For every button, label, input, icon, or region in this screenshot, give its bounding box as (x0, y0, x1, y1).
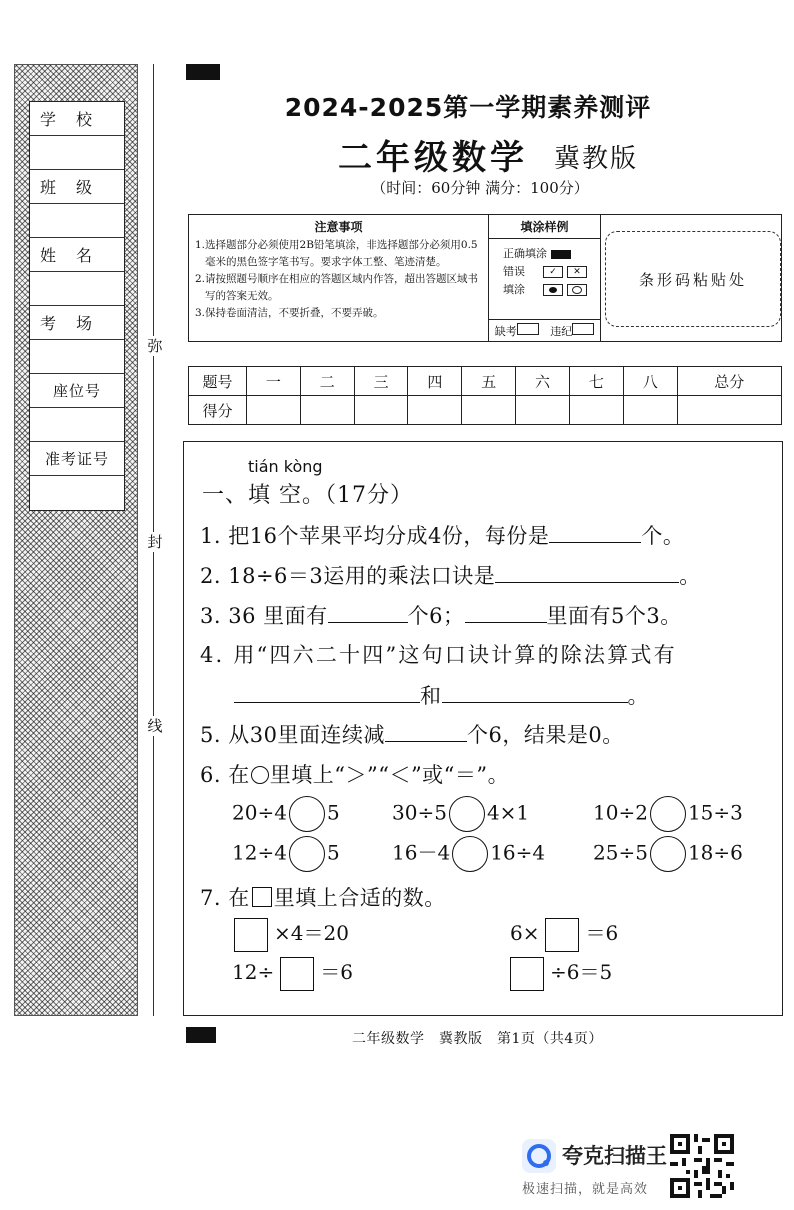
score-cell[interactable] (300, 396, 354, 425)
score-header-cell: 总分 (677, 367, 781, 396)
question-3: 3. 36 里面有 个6； 里面有5个3。 (200, 604, 682, 628)
answer-blank[interactable] (234, 683, 420, 703)
filled-mark-icon (551, 250, 571, 259)
ring-mark-icon (567, 284, 587, 296)
notice-title: 注意事项 (314, 220, 363, 234)
compare-circle[interactable] (650, 836, 686, 872)
wrong-fill-row-2 (489, 281, 600, 299)
school-label: 学 校 (30, 102, 124, 136)
compare-item: 25÷5 18÷6 (593, 836, 743, 872)
answer-blank[interactable] (549, 523, 641, 543)
absent-label: 缺考 (494, 324, 517, 338)
qr-code-icon (670, 1134, 734, 1198)
seal-char-feng: 封 (147, 533, 163, 551)
seal-char-xian: 线 (147, 717, 163, 735)
section-title: 一、填 空。（17分） (202, 483, 413, 508)
name-label: 姓 名 (30, 238, 124, 272)
compare-item: 20÷4 5 (232, 796, 340, 832)
answer-square[interactable] (510, 957, 544, 991)
question-1: 1. 把16个苹果平均分成4份，每份是 个。 (200, 524, 685, 548)
notice-item: 3.保持卷面清洁，不要折叠，不要弄破。 (195, 307, 384, 319)
compare-circle[interactable] (449, 796, 485, 832)
score-header-cell: 五 (462, 367, 516, 396)
dot-mark-icon (543, 284, 563, 296)
name-field[interactable] (30, 272, 124, 306)
fill-item: 6× ＝6 (510, 917, 618, 952)
admission-number-label: 准考证号 (30, 442, 124, 476)
circle-icon (251, 766, 269, 784)
compare-item: 10÷2 15÷3 (593, 796, 743, 832)
answer-blank[interactable] (328, 603, 408, 623)
binding-strip (14, 64, 138, 1016)
answer-square[interactable] (280, 957, 314, 991)
question-7: 7. 在 里填上合适的数。 (200, 886, 446, 910)
square-icon (252, 887, 272, 907)
answer-square[interactable] (234, 918, 268, 952)
notice-section (189, 215, 489, 341)
watermark-name: 夸克扫描王 (562, 1144, 667, 1168)
question-4-answer: 和 。 (234, 680, 649, 710)
question-4: 4. 用“四六二十四”这句口诀计算的除法算式有 (200, 643, 677, 667)
answer-blank[interactable] (442, 683, 628, 703)
time-info: （时间：60分钟 满分：100分） (371, 179, 589, 197)
fill-example-title: 填涂样例 (489, 215, 600, 239)
exam-room-field[interactable] (30, 340, 124, 374)
class-field[interactable] (30, 204, 124, 238)
score-table (188, 366, 782, 425)
score-cell[interactable] (516, 396, 570, 425)
page-footer: 二年级数学 冀教版 第1页（共4页） (352, 1031, 603, 1047)
score-header-cell: 三 (354, 367, 408, 396)
question-6: 6. 在 里填上“＞”“＜”或“＝”。 (200, 763, 510, 787)
exam-room-label: 考 场 (30, 306, 124, 340)
compare-item: 12÷4 5 (232, 836, 340, 872)
score-header-cell: 六 (516, 367, 570, 396)
violation-checkbox[interactable] (572, 323, 594, 335)
wrong-fill-row-1 (489, 263, 600, 281)
score-cell[interactable] (354, 396, 408, 425)
score-header-row (189, 367, 782, 396)
wrong-fill-label: 错误 (503, 265, 525, 278)
score-header-cell: 七 (569, 367, 623, 396)
section-pinyin: tián kòng (248, 457, 323, 476)
answer-square[interactable] (545, 918, 579, 952)
correct-fill-row (489, 245, 600, 263)
score-row-label: 得分 (189, 396, 247, 425)
compare-item: 30÷5 4×1 (392, 796, 529, 832)
score-cell[interactable] (677, 396, 781, 425)
notice-box (188, 214, 782, 342)
class-label: 班 级 (30, 170, 124, 204)
barcode-area (605, 231, 781, 327)
violation-label: 违纪 (550, 324, 573, 338)
compare-circle[interactable] (289, 796, 325, 832)
score-header-cell: 题号 (189, 367, 247, 396)
registration-mark-top (186, 64, 220, 80)
score-header-cell: 一 (247, 367, 301, 396)
notice-item: 1.选择题部分必须使用2B铅笔填涂，非选择题部分必须用0.5毫米的黑色签字笔书写。要求字体工整、笔迹清楚。 (195, 239, 478, 268)
fill-example-section (489, 215, 601, 341)
score-cell[interactable] (569, 396, 623, 425)
score-cell[interactable] (462, 396, 516, 425)
cross-mark-icon: ✕ (567, 266, 587, 278)
registration-mark-bottom (186, 1027, 216, 1043)
exam-title: 2024-2025第一学期素养测评 (284, 93, 652, 122)
seat-number-field[interactable] (30, 408, 124, 442)
absence-row (489, 319, 600, 341)
compare-circle[interactable] (452, 836, 488, 872)
compare-item: 16－4 16÷4 (392, 836, 545, 872)
score-header-cell: 八 (623, 367, 677, 396)
student-info-box (29, 101, 125, 511)
question-5: 5. 从30里面连续减 个6，结果是0。 (200, 723, 624, 747)
answer-blank[interactable] (495, 563, 679, 583)
barcode-label: 条形码粘贴处 (638, 270, 747, 289)
seat-number-label: 座位号 (30, 374, 124, 408)
subject-title: 二年级数学 (338, 138, 528, 178)
compare-circle[interactable] (289, 836, 325, 872)
notice-item: 2.请按照题号顺序在相应的答题区域内作答，超出答题区域书写的答案无效。 (195, 273, 479, 302)
fill-item: ÷6＝5 (504, 956, 612, 991)
question-2: 2. 18÷6＝3运用的乘法口诀是 。 (200, 564, 701, 588)
fill-item: ×4＝20 (228, 917, 349, 952)
admission-number-field[interactable] (30, 476, 124, 510)
score-cell[interactable] (408, 396, 462, 425)
compare-circle[interactable] (650, 796, 686, 832)
watermark-slogan: 极速扫描，就是高效 (522, 1182, 649, 1197)
school-field[interactable] (30, 136, 124, 170)
correct-fill-label: 正确填涂 (503, 247, 547, 260)
answer-blank[interactable] (385, 722, 467, 742)
absent-checkbox[interactable] (517, 323, 539, 335)
edition-title: 冀教版 (554, 144, 639, 174)
score-row (189, 396, 782, 425)
wrong-fill-label-2: 填涂 (503, 283, 525, 296)
seal-char-mi: 弥 (147, 337, 163, 355)
check-mark-icon: ✓ (543, 266, 563, 278)
fill-item: 12÷ ＝6 (232, 956, 353, 991)
score-cell[interactable] (247, 396, 301, 425)
score-header-cell: 四 (408, 367, 462, 396)
answer-blank[interactable] (465, 603, 547, 623)
score-header-cell: 二 (300, 367, 354, 396)
quark-logo-icon (522, 1139, 556, 1173)
score-cell[interactable] (623, 396, 677, 425)
